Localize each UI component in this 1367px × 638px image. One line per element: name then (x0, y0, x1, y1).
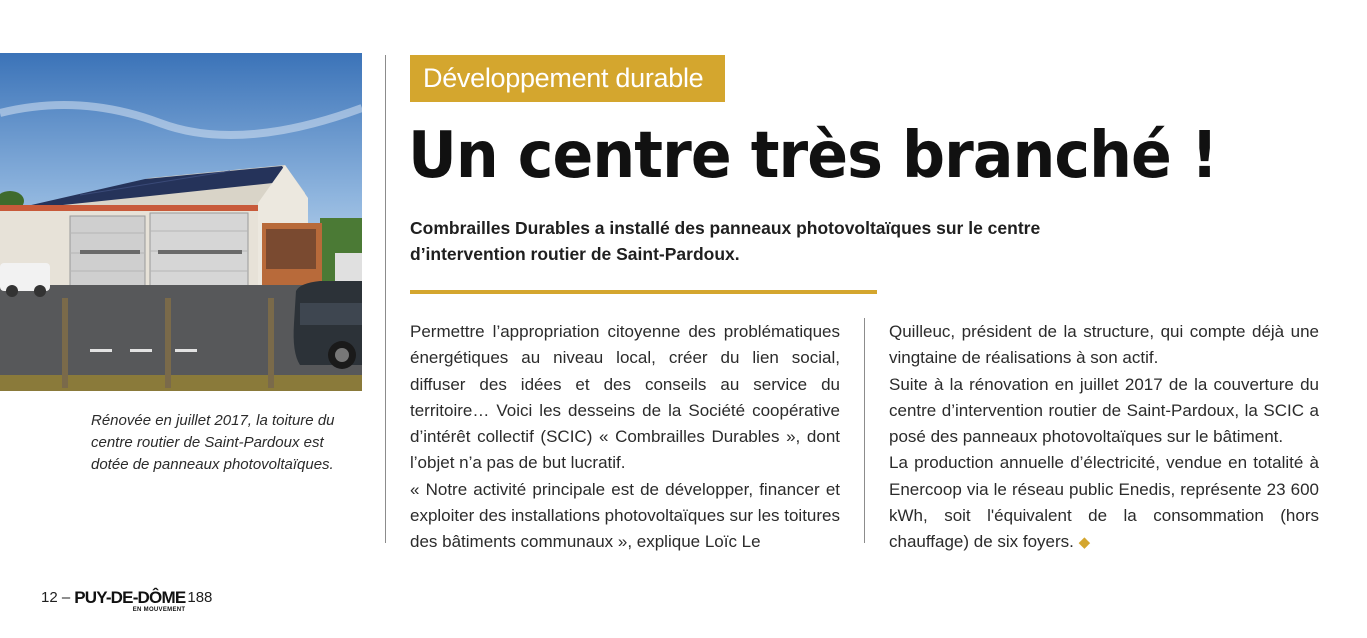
magazine-name: PUY-DE-DÔME (74, 588, 186, 607)
page-footer (41, 589, 212, 613)
column-1-paragraph-2: « Notre activité principale est de développer, financer et exploiter des installations photovoltaïques sur les toitures des bâtiments communaux », explique Loïc Le (410, 479, 840, 552)
article-photo (0, 53, 362, 391)
photo-caption: Rénovée en juillet 2017, la toiture du centre routier de Saint-Pardoux est dotée de panneaux photovoltaïques. (91, 412, 335, 473)
column-2-paragraph-3-text: La production annuelle d’électricité, vendue en totalité à Enercoop via le réseau public Enedis, représente 23 600 kWh, soit l'équivalent de la consommation (hors chauffage) de six foyers. (889, 453, 1319, 552)
page-number: 12 – (41, 589, 71, 606)
magazine-tagline: EN MOUVEMENT (132, 607, 186, 613)
column-2-paragraph-3 (889, 450, 1319, 556)
end-of-article-icon: ◆ (1078, 534, 1091, 552)
column-divider-middle (864, 318, 865, 543)
issue-number: 188 (187, 589, 213, 606)
column-2-paragraph-2: Suite à la rénovation en juillet 2017 de la couverture du centre d’intervention routier de Saint-Pardoux, la SCIC a posé des panneaux photovoltaïques sur le bâtiment. (889, 374, 1319, 447)
column-2-paragraph-1: Quilleuc, président de la structure, qui compte déjà une vingtaine de réalisations à son actif. (889, 322, 1319, 368)
column-divider-left (385, 55, 386, 543)
article-lead: Combrailles Durables a installé des panneaux photovoltaïques sur le centre d’intervention routier de Saint-Pardoux. (410, 218, 1041, 264)
magazine-logo (74, 589, 185, 613)
article-headline: Un centre très branché ! (408, 119, 1218, 193)
article-column-2 (889, 319, 1319, 557)
section-rubric: Développement durable (410, 55, 725, 102)
photo-illustration (0, 53, 362, 391)
lead-underline (410, 290, 877, 294)
column-1-paragraph-1: Permettre l’appropriation citoyenne des problématiques énergétiques au niveau local, créer du lien social, diffuser des idées et des conseils au service du territoire… Voici les desseins de la Société coopérative d’intérêt collectif (SCIC) « Combrailles Durables », dont l’objet n’a pas de but lucratif. (410, 322, 840, 473)
article-column-1 (410, 319, 840, 556)
